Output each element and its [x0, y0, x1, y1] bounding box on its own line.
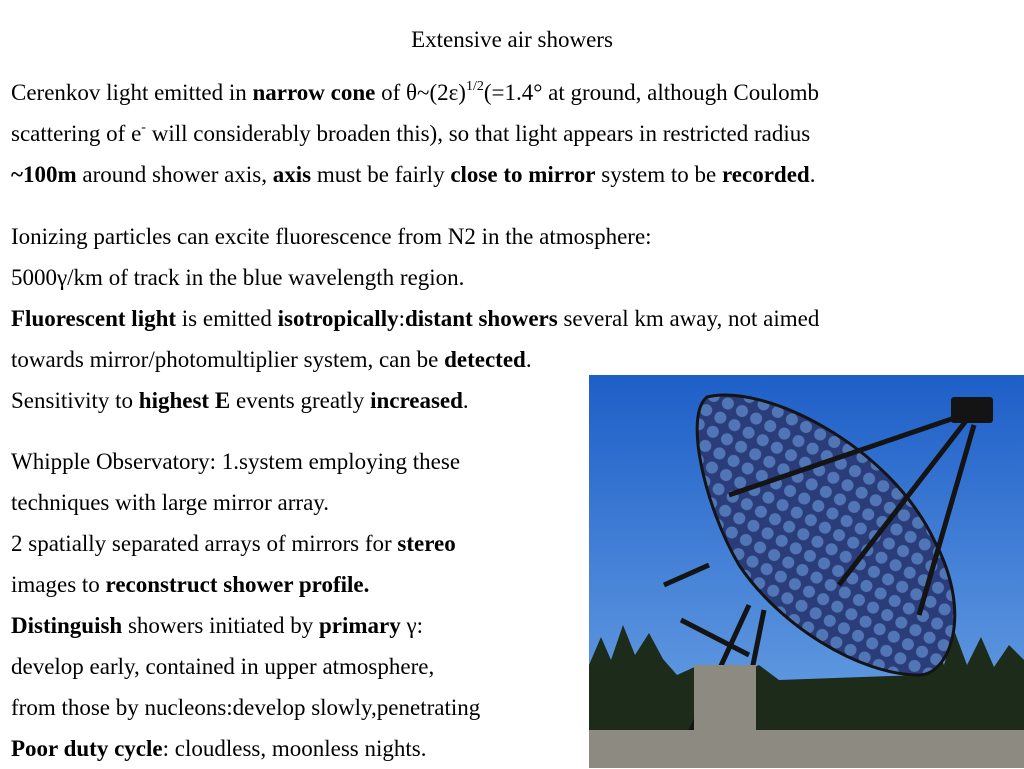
bold-term: distant showers: [404, 306, 558, 331]
text-run: γ:: [400, 613, 424, 638]
text-line: develop early, contained in upper atmosphere,: [11, 654, 435, 679]
text-line: [11, 605, 480, 646]
text-line: [11, 564, 480, 605]
text-line: [11, 339, 819, 380]
text-line: [11, 523, 480, 564]
camera-box: [951, 397, 993, 423]
pedestal: [694, 665, 756, 735]
telescope-illustration: [589, 375, 1024, 768]
text-run: system to be: [595, 162, 723, 187]
superscript: 1/2: [465, 79, 484, 95]
text-run: .: [462, 388, 469, 413]
text-line: [11, 728, 480, 769]
text-run: must be fairly: [311, 162, 451, 187]
bold-term: Distinguish: [11, 613, 123, 638]
text-line: from those by nucleons:develop slowly,penetrating: [11, 695, 481, 720]
text-run: (=1.4° at ground, although Coulomb: [483, 80, 820, 105]
text-run: events greatly: [230, 388, 371, 413]
bold-term: detected: [444, 347, 526, 372]
text-run: .: [525, 347, 532, 372]
text-line: [11, 72, 819, 113]
bold-term: narrow cone: [252, 80, 376, 105]
bold-term: highest E: [138, 388, 231, 413]
text-run: images to: [11, 572, 106, 597]
cerenkov-paragraph: [11, 72, 819, 195]
text-run: : cloudless, moonless nights.: [162, 736, 427, 761]
text-run: towards mirror/photomultiplier system, can be: [11, 347, 445, 372]
bold-term: increased: [370, 388, 463, 413]
text-run: showers initiated by: [122, 613, 319, 638]
bold-term: isotropically: [277, 306, 399, 331]
superscript: -: [141, 120, 146, 136]
bold-term: reconstruct shower profile.: [105, 572, 370, 597]
text-run: several km away, not aimed: [557, 306, 820, 331]
text-line: Ionizing particles can excite fluorescence from N2 in the atmosphere:: [11, 224, 652, 249]
text-run: Sensitivity to: [11, 388, 139, 413]
text-run: 2 spatially separated arrays of mirrors for: [11, 531, 398, 556]
text-run: scattering of e: [11, 121, 142, 146]
text-run: :: [398, 306, 405, 331]
text-line: [11, 298, 819, 339]
text-run: .: [809, 162, 816, 187]
bold-term: Fluorescent light: [11, 306, 177, 331]
bold-term: ~100m: [11, 162, 77, 187]
text-run: around shower axis,: [76, 162, 273, 187]
whipple-telescope-photo: [589, 375, 1024, 768]
bold-term: stereo: [397, 531, 456, 556]
bold-term: axis: [272, 162, 312, 187]
text-run: will considerably broaden this), so that light appears in restricted radius: [145, 121, 811, 146]
text-run: is emitted: [176, 306, 278, 331]
ground: [589, 730, 1024, 768]
bold-term: recorded: [722, 162, 810, 187]
text-run: of θ~(2ε): [375, 80, 466, 105]
text-line: [11, 154, 819, 195]
text-run: Cerenkov light emitted in: [11, 80, 253, 105]
whipple-paragraph: [11, 441, 480, 769]
text-line: Whipple Observatory: 1.system employing these: [11, 449, 461, 474]
text-line: 5000γ/km of track in the blue wavelength region.: [11, 265, 465, 290]
slide-title: Extensive air showers: [411, 27, 613, 52]
bold-term: close to mirror: [450, 162, 596, 187]
text-line: [11, 113, 819, 154]
text-line: techniques with large mirror array.: [11, 490, 330, 515]
bold-term: primary: [318, 613, 401, 638]
bold-term: Poor duty cycle: [11, 736, 163, 761]
